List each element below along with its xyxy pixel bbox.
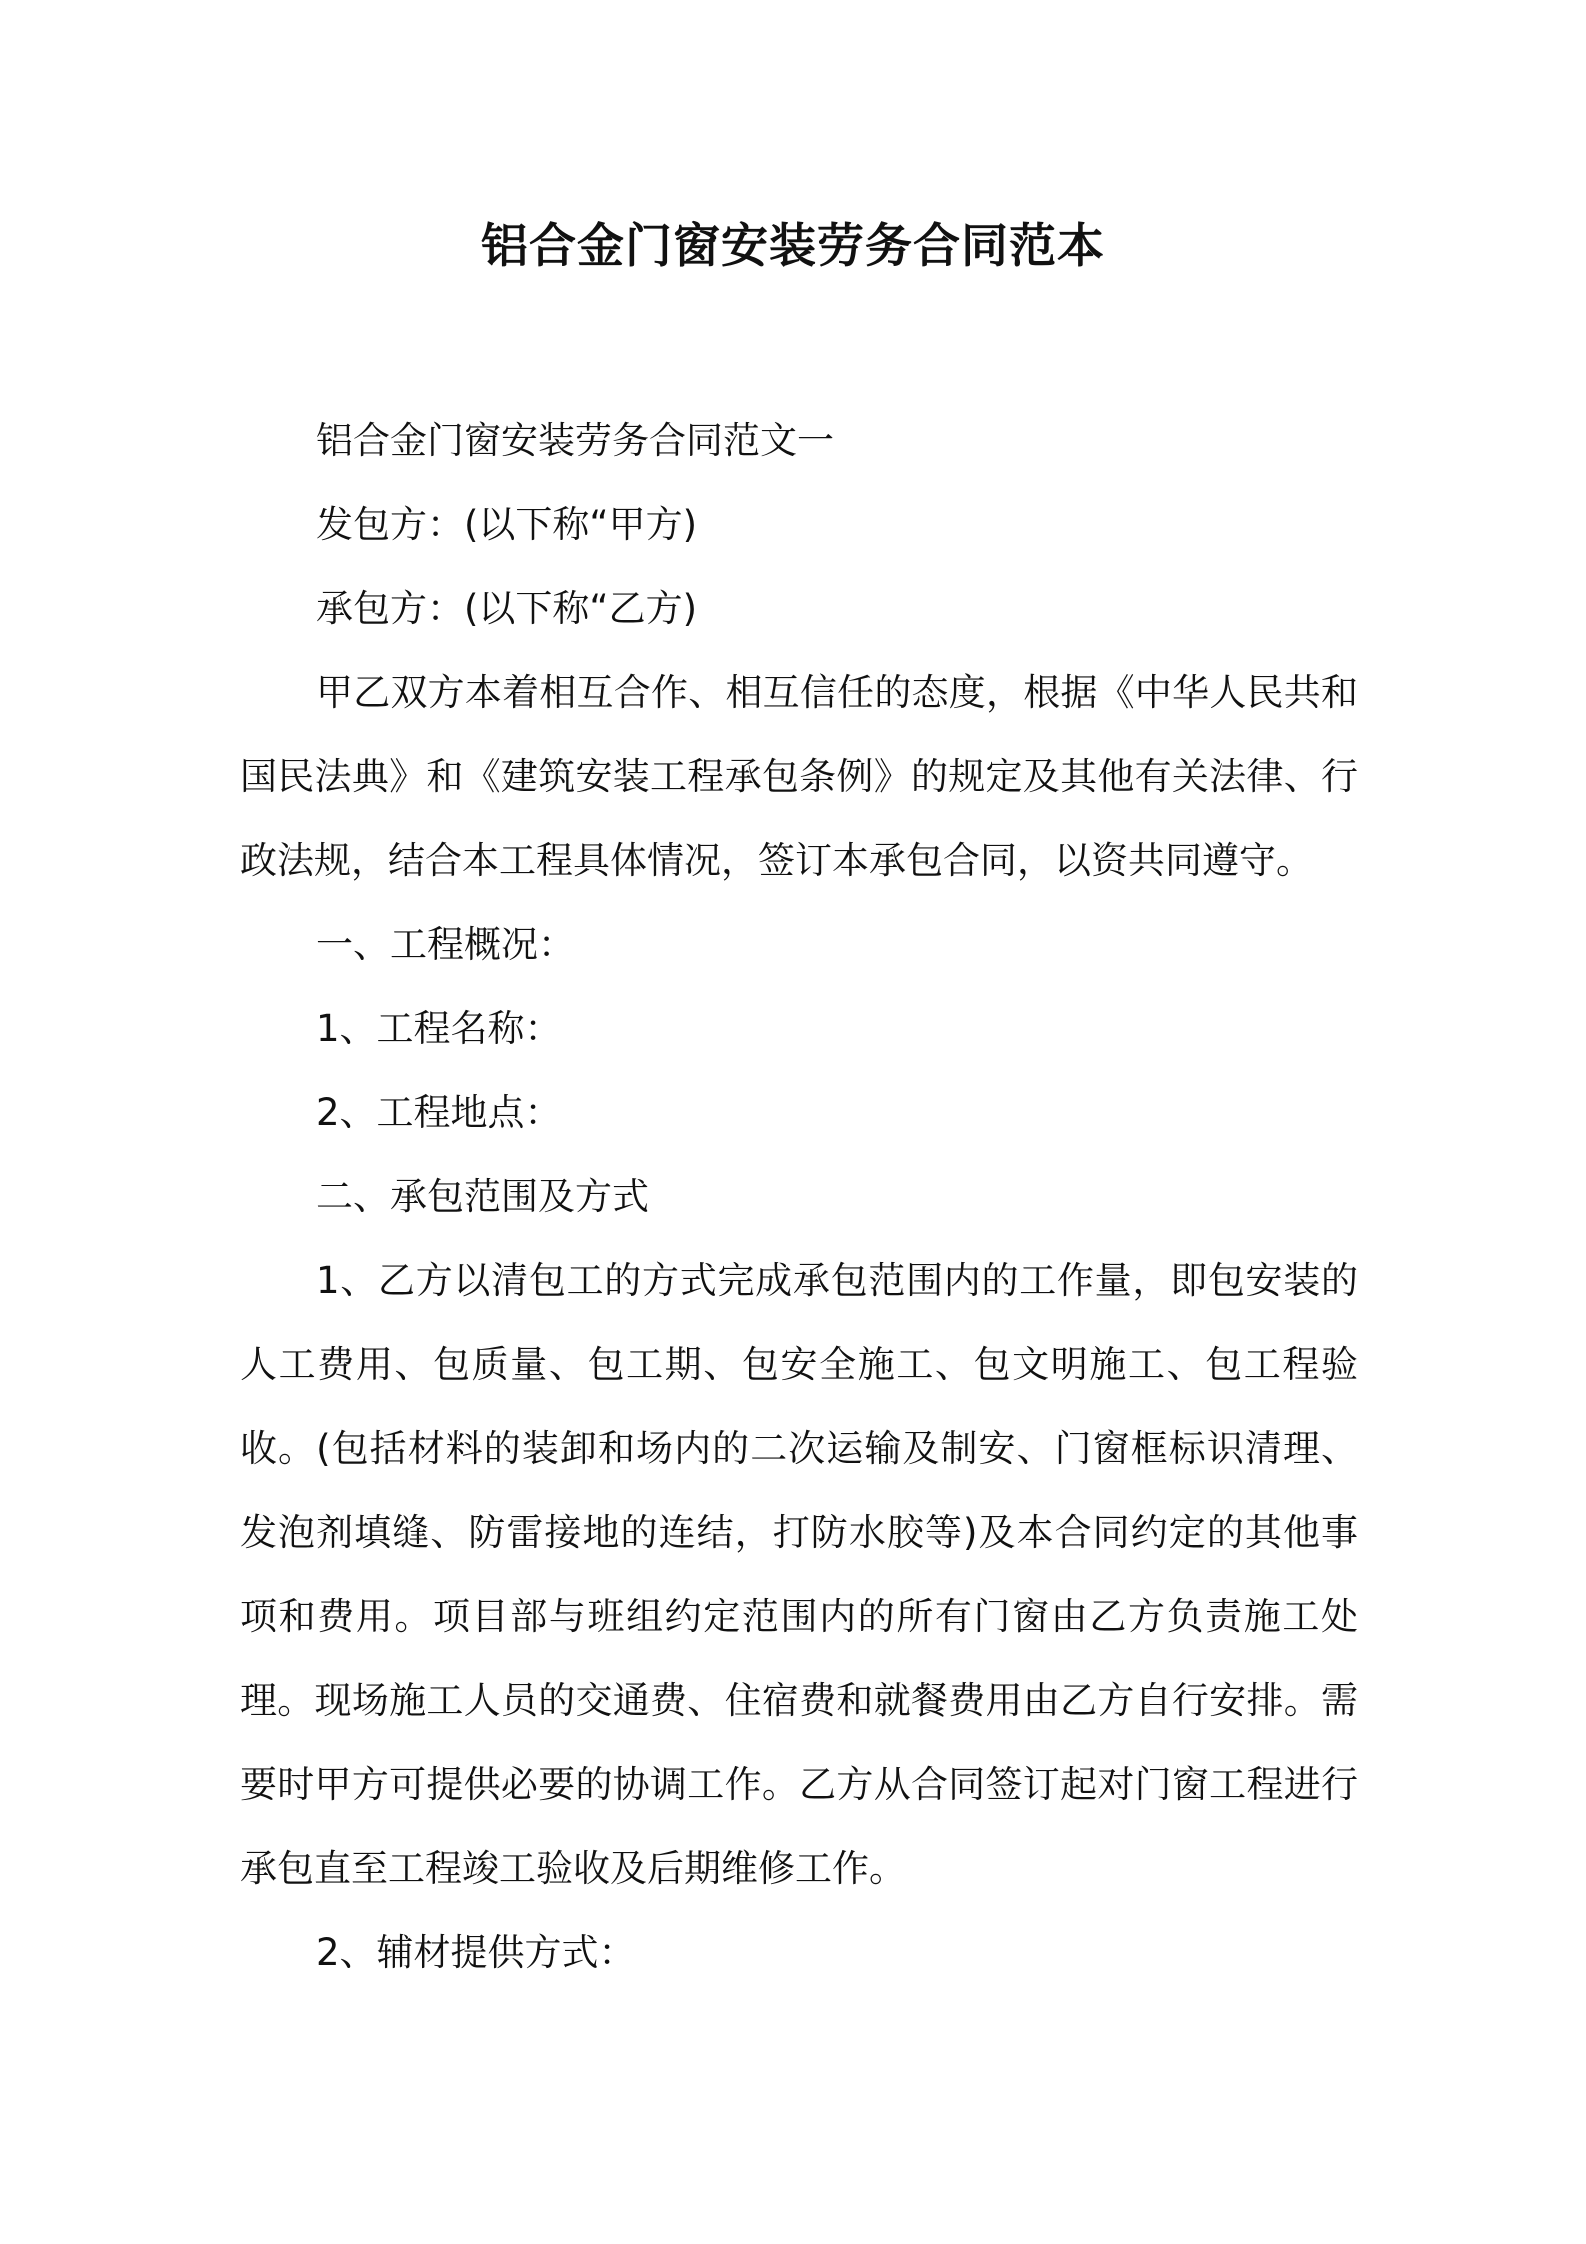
section-heading-overview: 一、工程概况： [316,923,575,966]
section-heading-scope: 二、承包范围及方式 [316,1175,649,1218]
document-body [240,399,1358,1995]
project-name-line: 1、工程名称： [316,1007,562,1050]
scope-clause-1: 1、乙方以清包工的方式完成承包范围内的工作量，即包安装的人工费用、包质量、包工期、包安全施工、包文明施工、包工程验收。(包括材料的装卸和场内的二次运输及制安、门窗框标识清理、发泡剂填缝、防雷接地的连结，打防水胶等)及本合同约定的其他事项和费用。项目部与班组约定范围内的所有门窗由乙方负责施工处理。现场施工人员的交通费、住宿费和就餐费用由乙方自行安排。需要时甲方可提供必要的协调工作。乙方从合同签订起对门窗工程进行承包直至工程竣工验收及后期维修工作。 [240,1259,1358,1890]
document-title: 铝合金门窗安装劳务合同范本 [481,219,1105,274]
party-a-line: 发包方：(以下称“甲方) [316,503,698,546]
contract-subtitle: 铝合金门窗安装劳务合同范文一 [316,419,834,462]
scope-clause-2: 2、辅材提供方式： [316,1931,636,1974]
project-location-line: 2、工程地点： [316,1091,562,1134]
preamble-paragraph: 甲乙双方本着相互合作、相互信任的态度，根据《中华人民共和国民法典》和《建筑安装工程承包条例》的规定及其他有关法律、行政法规，结合本工程具体情况，签订本承包合同，以资共同遵守。 [240,671,1358,882]
party-b-line: 承包方：(以下称“乙方) [316,587,698,630]
